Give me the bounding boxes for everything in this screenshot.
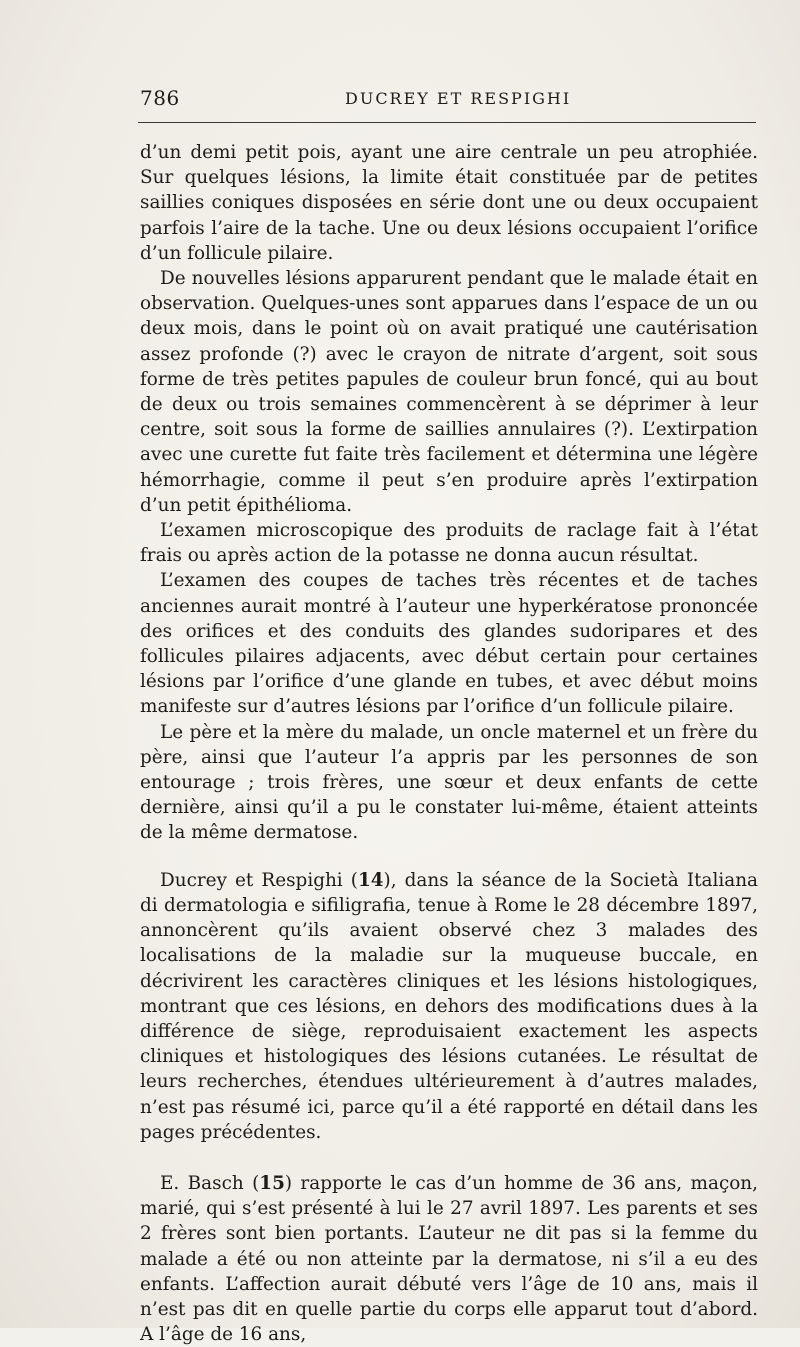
- paragraph-basch-post: ) rapporte le cas d’un homme de 36 ans, maçon, marié, qui s’est présenté à lui le 27 avril 1897. Les parents et ses 2 frères sont bien portants. L’auteur ne dit pas si la femme du malade a été ou non atteinte par la dermatose, ni s’il a eu des enfants. L’affection aurait débuté vers l’âge de 10 ans, mais il n’est pas dit en quelle partie du corps elle apparut tout d’abord. A l’âge de 16 ans,: [140, 1172, 758, 1346]
- paragraph-basch-pre: E. Basch (: [160, 1172, 260, 1194]
- paragraph-continuation: d’un demi petit pois, ayant une aire centrale un peu atrophiée. Sur quelques lésions, la limite était constituée par de petites saillies coniques disposées en série dont une ou deux occupaient parfois l’aire de la tache. Une ou deux lésions occupaient l’orifice d’un follicule pilaire.: [140, 142, 758, 264]
- body-text: [140, 140, 758, 1347]
- page-header: [140, 86, 750, 116]
- paragraph-basch: [140, 1171, 758, 1347]
- paragraph-sections-exam: L’examen des coupes de taches très récentes et de taches anciennes aurait montré à l’auteur une hyperkératose prononcée des orifices et des conduits des glandes sudoripares et des follicules pilaires adjacents, avec début certain pour certaines lésions par l’orifice d’une glande en tubes, et avec début moins manifeste sur d’autres lésions par l’orifice d’un follicule pilaire.: [140, 570, 758, 718]
- header-rule: [138, 122, 756, 123]
- reference-number-14: 14: [357, 869, 384, 891]
- running-head: DUCREY ET RESPIGHI: [345, 89, 572, 108]
- paragraph-family-history: Le père et la mère du malade, un oncle maternel et un frère du père, ainsi que l’auteur l’a appris par les personnes de son entourage ; trois frères, une sœur et deux enfants de cette dernière, ainsi qu’il a pu le constater lui-même, étaient atteints de la même dermatose.: [140, 721, 758, 844]
- paragraph-microscopic-exam: L’examen microscopique des produits de raclage fait à l’état frais ou après action de la potasse ne donna aucun résultat.: [140, 520, 758, 567]
- paragraph-ducrey-respighi-post: ), dans la séance de la Società Italiana di dermatologia e sifiligrafia, tenue à Rome le 28 décembre 1897, annoncèrent qu’ils avaient observé chez 3 malades des localisations de la maladie sur la muqueuse buccale, en décrivirent les caractères cliniques et les lésions histologiques, montrant que ces lésions, en dehors des modifications dues à la différence de siège, reproduisaient exactement les aspects cliniques et histologiques des lésions cutanées. Le résultat de leurs recherches, étendues ultérieurement à d’autres malades, n’est pas résumé ici, parce qu’il a été rapporté en détail dans les pages précédentes.: [140, 869, 759, 1143]
- page-number: 786: [140, 86, 180, 110]
- paragraph-ducrey-respighi: [140, 868, 758, 1145]
- reference-number-15: 15: [259, 1172, 285, 1194]
- paragraph-new-lesions: De nouvelles lésions apparurent pendant que le malade était en observation. Quelques-unes sont apparues dans l’espace de un ou deux mois, dans le point où on avait pratiqué une cautérisation assez profonde (?) avec le crayon de nitrate d’argent, soit sous forme de très petites papules de couleur brun foncé, qui au bout de deux ou trois semaines commencèrent à se déprimer à leur centre, soit sous la forme de saillies annulaires (?). L’extirpation avec une curette fut faite très facilement et détermina une légère hémorrhagie, comme il peut s’en produire après l’extirpation d’un petit épithélioma.: [140, 268, 758, 516]
- paragraph-ducrey-respighi-pre: Ducrey et Respighi (: [160, 869, 358, 891]
